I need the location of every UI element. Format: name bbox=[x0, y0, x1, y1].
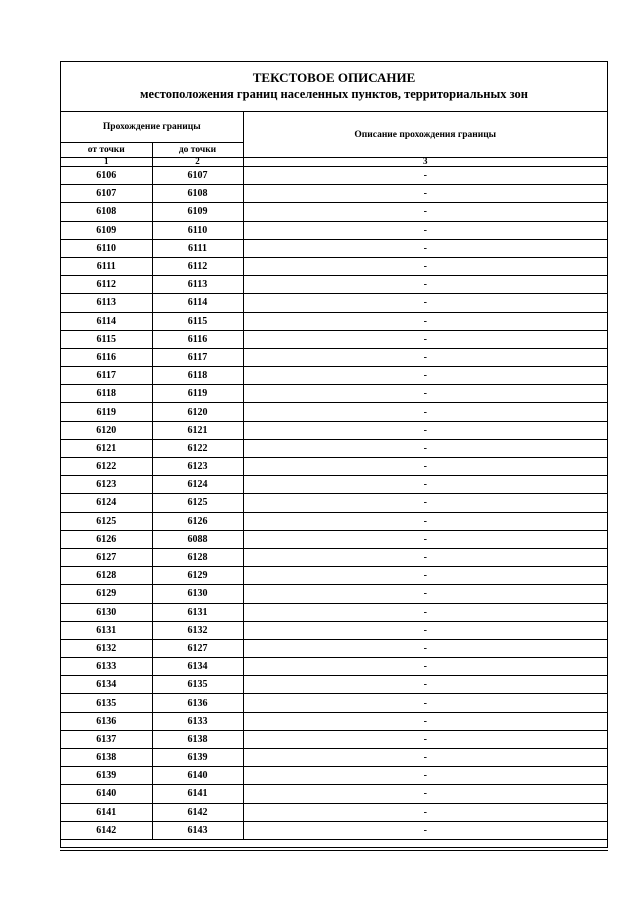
description-cell: - bbox=[243, 567, 607, 585]
to-point-cell: 6134 bbox=[152, 658, 243, 676]
table-row bbox=[61, 458, 607, 476]
header-row bbox=[61, 112, 607, 143]
description-cell: - bbox=[243, 476, 607, 494]
table-row bbox=[61, 167, 607, 185]
table-row bbox=[61, 785, 607, 803]
description-cell: - bbox=[243, 803, 607, 821]
table-row bbox=[61, 330, 607, 348]
description-cell: - bbox=[243, 730, 607, 748]
table-row bbox=[61, 658, 607, 676]
description-cell: - bbox=[243, 512, 607, 530]
table-row bbox=[61, 712, 607, 730]
table-row bbox=[61, 821, 607, 839]
table-row bbox=[61, 803, 607, 821]
from-point-cell: 6116 bbox=[61, 348, 152, 366]
description-cell: - bbox=[243, 185, 607, 203]
to-point-cell: 6120 bbox=[152, 403, 243, 421]
header-to-point: до точки bbox=[152, 143, 243, 158]
table-row bbox=[61, 676, 607, 694]
title-line-1: ТЕКСТОВОЕ ОПИСАНИЕ bbox=[252, 70, 416, 85]
description-cell: - bbox=[243, 294, 607, 312]
from-point-cell: 6123 bbox=[61, 476, 152, 494]
table-row bbox=[61, 621, 607, 639]
header-passage: Прохождение границы bbox=[61, 112, 243, 143]
from-point-cell: 6132 bbox=[61, 639, 152, 657]
table-row bbox=[61, 348, 607, 366]
to-point-cell: 6130 bbox=[152, 585, 243, 603]
description-cell: - bbox=[243, 767, 607, 785]
header-from-point: от точки bbox=[61, 143, 152, 158]
from-point-cell: 6115 bbox=[61, 330, 152, 348]
from-point-cell: 6125 bbox=[61, 512, 152, 530]
to-point-cell: 6121 bbox=[152, 421, 243, 439]
description-cell: - bbox=[243, 385, 607, 403]
from-point-cell: 6108 bbox=[61, 203, 152, 221]
to-point-cell: 6107 bbox=[152, 167, 243, 185]
to-point-cell: 6111 bbox=[152, 239, 243, 257]
from-point-cell: 6133 bbox=[61, 658, 152, 676]
document-title bbox=[61, 62, 607, 112]
description-cell: - bbox=[243, 276, 607, 294]
to-point-cell: 6138 bbox=[152, 730, 243, 748]
table-row bbox=[61, 530, 607, 548]
from-point-cell: 6127 bbox=[61, 548, 152, 566]
from-point-cell: 6110 bbox=[61, 239, 152, 257]
to-point-cell: 6123 bbox=[152, 458, 243, 476]
table-row bbox=[61, 257, 607, 275]
table-row bbox=[61, 749, 607, 767]
to-point-cell: 6116 bbox=[152, 330, 243, 348]
to-point-cell: 6122 bbox=[152, 439, 243, 457]
table-row bbox=[61, 421, 607, 439]
from-point-cell: 6142 bbox=[61, 821, 152, 839]
description-cell: - bbox=[243, 167, 607, 185]
header-description: Описание прохождения границы bbox=[243, 112, 607, 158]
from-point-cell: 6113 bbox=[61, 294, 152, 312]
description-cell: - bbox=[243, 403, 607, 421]
from-point-cell: 6117 bbox=[61, 367, 152, 385]
from-point-cell: 6118 bbox=[61, 385, 152, 403]
to-point-cell: 6143 bbox=[152, 821, 243, 839]
column-number-2: 2 bbox=[152, 158, 243, 167]
from-point-cell: 6140 bbox=[61, 785, 152, 803]
from-point-cell: 6139 bbox=[61, 767, 152, 785]
table-row bbox=[61, 548, 607, 566]
from-point-cell: 6114 bbox=[61, 312, 152, 330]
from-point-cell: 6111 bbox=[61, 257, 152, 275]
table-row bbox=[61, 203, 607, 221]
from-point-cell: 6136 bbox=[61, 712, 152, 730]
to-point-cell: 6136 bbox=[152, 694, 243, 712]
to-point-cell: 6110 bbox=[152, 221, 243, 239]
description-cell: - bbox=[243, 749, 607, 767]
to-point-cell: 6125 bbox=[152, 494, 243, 512]
description-cell: - bbox=[243, 203, 607, 221]
description-cell: - bbox=[243, 348, 607, 366]
table-row bbox=[61, 221, 607, 239]
table-row bbox=[61, 403, 607, 421]
table-row bbox=[61, 385, 607, 403]
from-point-cell: 6128 bbox=[61, 567, 152, 585]
to-point-cell: 6141 bbox=[152, 785, 243, 803]
from-point-cell: 6134 bbox=[61, 676, 152, 694]
description-cell: - bbox=[243, 330, 607, 348]
table-row bbox=[61, 294, 607, 312]
from-point-cell: 6135 bbox=[61, 694, 152, 712]
to-point-cell: 6108 bbox=[152, 185, 243, 203]
from-point-cell: 6126 bbox=[61, 530, 152, 548]
to-point-cell: 6135 bbox=[152, 676, 243, 694]
from-point-cell: 6122 bbox=[61, 458, 152, 476]
description-cell: - bbox=[243, 785, 607, 803]
table-row bbox=[61, 767, 607, 785]
description-cell: - bbox=[243, 494, 607, 512]
to-point-cell: 6140 bbox=[152, 767, 243, 785]
description-cell: - bbox=[243, 821, 607, 839]
table-row bbox=[61, 512, 607, 530]
table-row bbox=[61, 239, 607, 257]
description-cell: - bbox=[243, 548, 607, 566]
to-point-cell: 6119 bbox=[152, 385, 243, 403]
description-cell: - bbox=[243, 312, 607, 330]
description-cell: - bbox=[243, 639, 607, 657]
to-point-cell: 6139 bbox=[152, 749, 243, 767]
to-point-cell: 6118 bbox=[152, 367, 243, 385]
column-number-row bbox=[61, 158, 607, 167]
from-point-cell: 6120 bbox=[61, 421, 152, 439]
to-point-cell: 6113 bbox=[152, 276, 243, 294]
to-point-cell: 6114 bbox=[152, 294, 243, 312]
description-cell: - bbox=[243, 694, 607, 712]
description-cell: - bbox=[243, 603, 607, 621]
document-frame bbox=[60, 61, 608, 848]
description-cell: - bbox=[243, 439, 607, 457]
description-cell: - bbox=[243, 257, 607, 275]
to-point-cell: 6124 bbox=[152, 476, 243, 494]
to-point-cell: 6109 bbox=[152, 203, 243, 221]
to-point-cell: 6112 bbox=[152, 257, 243, 275]
description-cell: - bbox=[243, 458, 607, 476]
from-point-cell: 6141 bbox=[61, 803, 152, 821]
from-point-cell: 6131 bbox=[61, 621, 152, 639]
description-cell: - bbox=[243, 421, 607, 439]
description-cell: - bbox=[243, 367, 607, 385]
from-point-cell: 6129 bbox=[61, 585, 152, 603]
to-point-cell: 6133 bbox=[152, 712, 243, 730]
column-number-3: 3 bbox=[243, 158, 607, 167]
to-point-cell: 6126 bbox=[152, 512, 243, 530]
description-cell: - bbox=[243, 712, 607, 730]
table-row bbox=[61, 185, 607, 203]
description-cell: - bbox=[243, 658, 607, 676]
table-row bbox=[61, 476, 607, 494]
table-row bbox=[61, 585, 607, 603]
table-row bbox=[61, 730, 607, 748]
to-point-cell: 6127 bbox=[152, 639, 243, 657]
table-row bbox=[61, 603, 607, 621]
table-row bbox=[61, 276, 607, 294]
to-point-cell: 6128 bbox=[152, 548, 243, 566]
to-point-cell: 6115 bbox=[152, 312, 243, 330]
to-point-cell: 6117 bbox=[152, 348, 243, 366]
to-point-cell: 6129 bbox=[152, 567, 243, 585]
description-cell: - bbox=[243, 585, 607, 603]
to-point-cell: 6132 bbox=[152, 621, 243, 639]
description-cell: - bbox=[243, 221, 607, 239]
description-cell: - bbox=[243, 676, 607, 694]
to-point-cell: 6131 bbox=[152, 603, 243, 621]
from-point-cell: 6106 bbox=[61, 167, 152, 185]
from-point-cell: 6137 bbox=[61, 730, 152, 748]
from-point-cell: 6138 bbox=[61, 749, 152, 767]
to-point-cell: 6142 bbox=[152, 803, 243, 821]
from-point-cell: 6107 bbox=[61, 185, 152, 203]
title-line-2: местоположения границ населенных пунктов, территориальных зон bbox=[139, 87, 529, 101]
description-cell: - bbox=[243, 239, 607, 257]
table-row bbox=[61, 312, 607, 330]
table-row bbox=[61, 567, 607, 585]
boundary-table bbox=[61, 111, 607, 840]
description-cell: - bbox=[243, 621, 607, 639]
from-point-cell: 6130 bbox=[61, 603, 152, 621]
description-cell: - bbox=[243, 530, 607, 548]
from-point-cell: 6109 bbox=[61, 221, 152, 239]
to-point-cell: 6088 bbox=[152, 530, 243, 548]
from-point-cell: 6112 bbox=[61, 276, 152, 294]
table-row bbox=[61, 694, 607, 712]
table-row bbox=[61, 367, 607, 385]
table-row bbox=[61, 639, 607, 657]
table-row bbox=[61, 439, 607, 457]
from-point-cell: 6121 bbox=[61, 439, 152, 457]
from-point-cell: 6124 bbox=[61, 494, 152, 512]
column-number-1: 1 bbox=[61, 158, 152, 167]
from-point-cell: 6119 bbox=[61, 403, 152, 421]
table-row bbox=[61, 494, 607, 512]
